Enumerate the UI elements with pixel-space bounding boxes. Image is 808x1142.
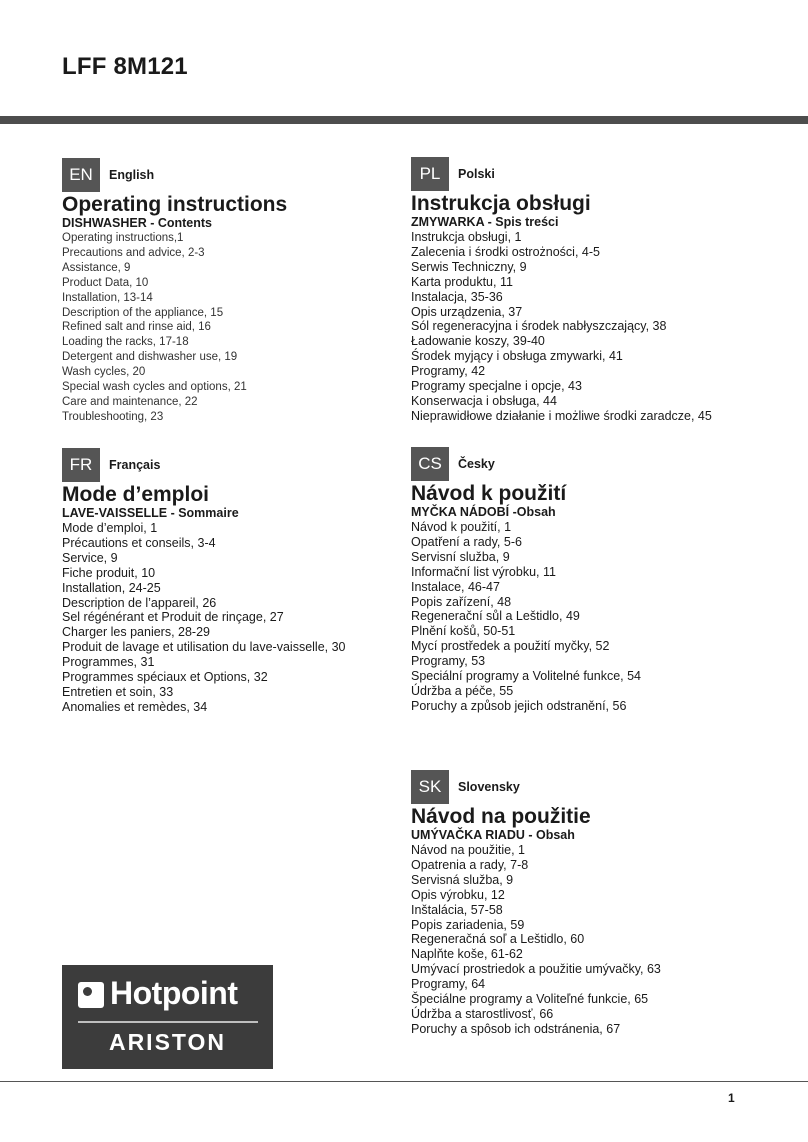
lang-badge-en: EN [62,158,100,192]
list-item: Opis urządzenia, 37 [411,304,523,319]
list-item: Troubleshooting, 23 [62,410,164,423]
lang-name-sk: Slovensky [458,780,520,794]
list-item: Špeciálne programy a Voliteľné funkcie, 65 [411,992,649,1007]
logo-divider [78,1021,258,1023]
list-item: Informační list výrobku, 11 [411,564,556,579]
lang-badge-sk: SK [411,770,449,804]
section-francais [62,448,462,715]
list-item: Umývací prostriedok a použitie umývačky, 63 [411,962,661,977]
list-item: Serwis Techniczny, 9 [411,259,527,274]
list-item: Poruchy a spôsob ich odstránenia, 67 [411,1021,621,1036]
contents-list-cs [411,520,808,714]
list-item: Popis zařízení, 48 [411,594,512,609]
list-item: Refined salt and rinse aid, 16 [62,321,211,334]
list-item: Mode d’emploi, 1 [62,521,158,535]
list-item: Précautions et conseils, 3-4 [62,535,216,550]
list-item: Fiche produit, 10 [62,565,156,580]
list-item: Mycí prostředek a použití myčky, 52 [411,639,610,654]
list-item: Programy, 53 [411,654,486,669]
list-item: Instrukcja obsługi, 1 [411,230,522,244]
list-item: Ładowanie koszy, 39-40 [411,334,545,349]
subtitle-sk: UMÝVAČKA RIADU - Obsah [411,828,575,842]
list-item: Description of the appliance, 15 [62,306,224,319]
lang-name-pl: Polski [458,167,495,181]
title-cs: Návod k použití [411,482,567,505]
list-item: Servisná služba, 9 [411,872,514,887]
list-item: Servisní služba, 9 [411,549,510,564]
list-item: Loading the racks, 17-18 [62,336,189,349]
list-item: Description de l’appareil, 26 [62,595,217,610]
list-item: Regenerační sůl a Leštidlo, 49 [411,609,580,624]
subtitle-cs: MYČKA NÁDOBÍ -Obsah [411,505,556,519]
footer-rule [0,1081,808,1082]
list-item: Konserwacja i obsługa, 44 [411,393,557,408]
list-item: Regeneračná soľ a Leštidlo, 60 [411,932,585,947]
list-item: Údržba a péče, 55 [411,683,514,698]
lang-badge-fr: FR [62,448,100,482]
section-english [62,158,462,425]
logo-brand-bottom: ARISTON [108,1029,227,1055]
list-item: Naplňte koše, 61-62 [411,947,523,962]
list-item: Programy, 42 [411,364,486,379]
section-polski [411,157,808,424]
list-item: Popis zariadenia, 59 [411,917,525,932]
list-item: Inštalácia, 57-58 [411,902,503,917]
list-item: Assistance, 9 [62,261,131,274]
list-item: Opis výrobku, 12 [411,887,505,902]
list-item: Care and maintenance, 22 [62,395,198,408]
contents-list-sk [411,843,808,1037]
lang-badge-cs: CS [411,447,449,481]
logo-brand-top: Hotpoint [110,975,238,1011]
list-item: Návod k použití, 1 [411,520,512,534]
model-number: LFF 8M121 [62,53,188,80]
subtitle-fr: LAVE-VAISSELLE - Sommaire [62,506,239,520]
list-item: Installation, 24-25 [62,580,161,595]
list-item: Programy, 64 [411,977,486,992]
title-pl: Instrukcja obsługi [411,192,591,215]
list-item: Installation, 13-14 [62,291,153,304]
header-rule [0,116,808,124]
section-slovensky [411,770,808,1037]
contents-list-pl [411,230,808,424]
list-item: Návod na použitie, 1 [411,843,525,857]
list-item: Údržba a starostlivosť, 66 [411,1006,554,1021]
list-item: Nieprawidłowe działanie i możliwe środki zaradcze, 45 [411,408,712,423]
list-item: Product Data, 10 [62,276,149,289]
list-item: Karta produktu, 11 [411,274,513,289]
subtitle-en: DISHWASHER - Contents [62,216,212,230]
lang-name-cs: Česky [458,457,495,471]
list-item: Operating instructions,1 [62,232,184,244]
title-en: Operating instructions [62,193,288,216]
list-item: Service, 9 [62,550,118,565]
list-item: Programmes, 31 [62,655,155,670]
list-item: Sel régénérant et Produit de rinçage, 27 [62,610,284,625]
list-item: Produit de lavage et utilisation du lave-vaisselle, 30 [62,640,346,655]
list-item: Wash cycles, 20 [62,366,146,379]
list-item: Precautions and advice, 2-3 [62,246,205,259]
list-item: Programmes spéciaux et Options, 32 [62,670,268,685]
list-item: Instalace, 46-47 [411,579,500,594]
lang-badge-pl: PL [411,157,449,191]
list-item: Środek myjący i obsługa zmywarki, 41 [411,349,623,364]
list-item: Programy specjalne i opcje, 43 [411,379,582,394]
list-item: Charger les paniers, 28-29 [62,625,210,640]
hotpoint-ariston-logo [62,965,273,1069]
subtitle-pl: ZMYWARKA - Spis treści [411,215,559,229]
title-fr: Mode d’emploi [62,483,209,506]
page-number: 1 [728,1091,735,1105]
lang-name-fr: Français [109,458,161,472]
list-item: Anomalies et remèdes, 34 [62,699,208,714]
list-item: Opatření a rady, 5-6 [411,534,522,549]
hotpoint-logo-icon [78,982,104,1008]
list-item: Plnění košů, 50-51 [411,624,516,639]
lang-name-en: English [109,168,155,182]
list-item: Zalecenia i środki ostrożności, 4-5 [411,244,600,259]
list-item: Opatrenia a rady, 7-8 [411,857,529,872]
title-sk: Návod na použitie [411,805,591,828]
list-item: Instalacja, 35-36 [411,289,503,304]
list-item: Poruchy a způsob jejich odstranění, 56 [411,698,627,713]
list-item: Detergent and dishwasher use, 19 [62,351,238,364]
contents-list-fr [62,521,462,715]
list-item: Speciální programy a Volitelné funkce, 54 [411,669,641,684]
list-item: Sól regeneracyjna i środek nabłyszczający, 38 [411,319,667,334]
section-cesky [411,447,808,714]
list-item: Entretien et soin, 33 [62,684,174,699]
list-item: Special wash cycles and options, 21 [62,381,247,394]
contents-list-en [62,231,462,425]
